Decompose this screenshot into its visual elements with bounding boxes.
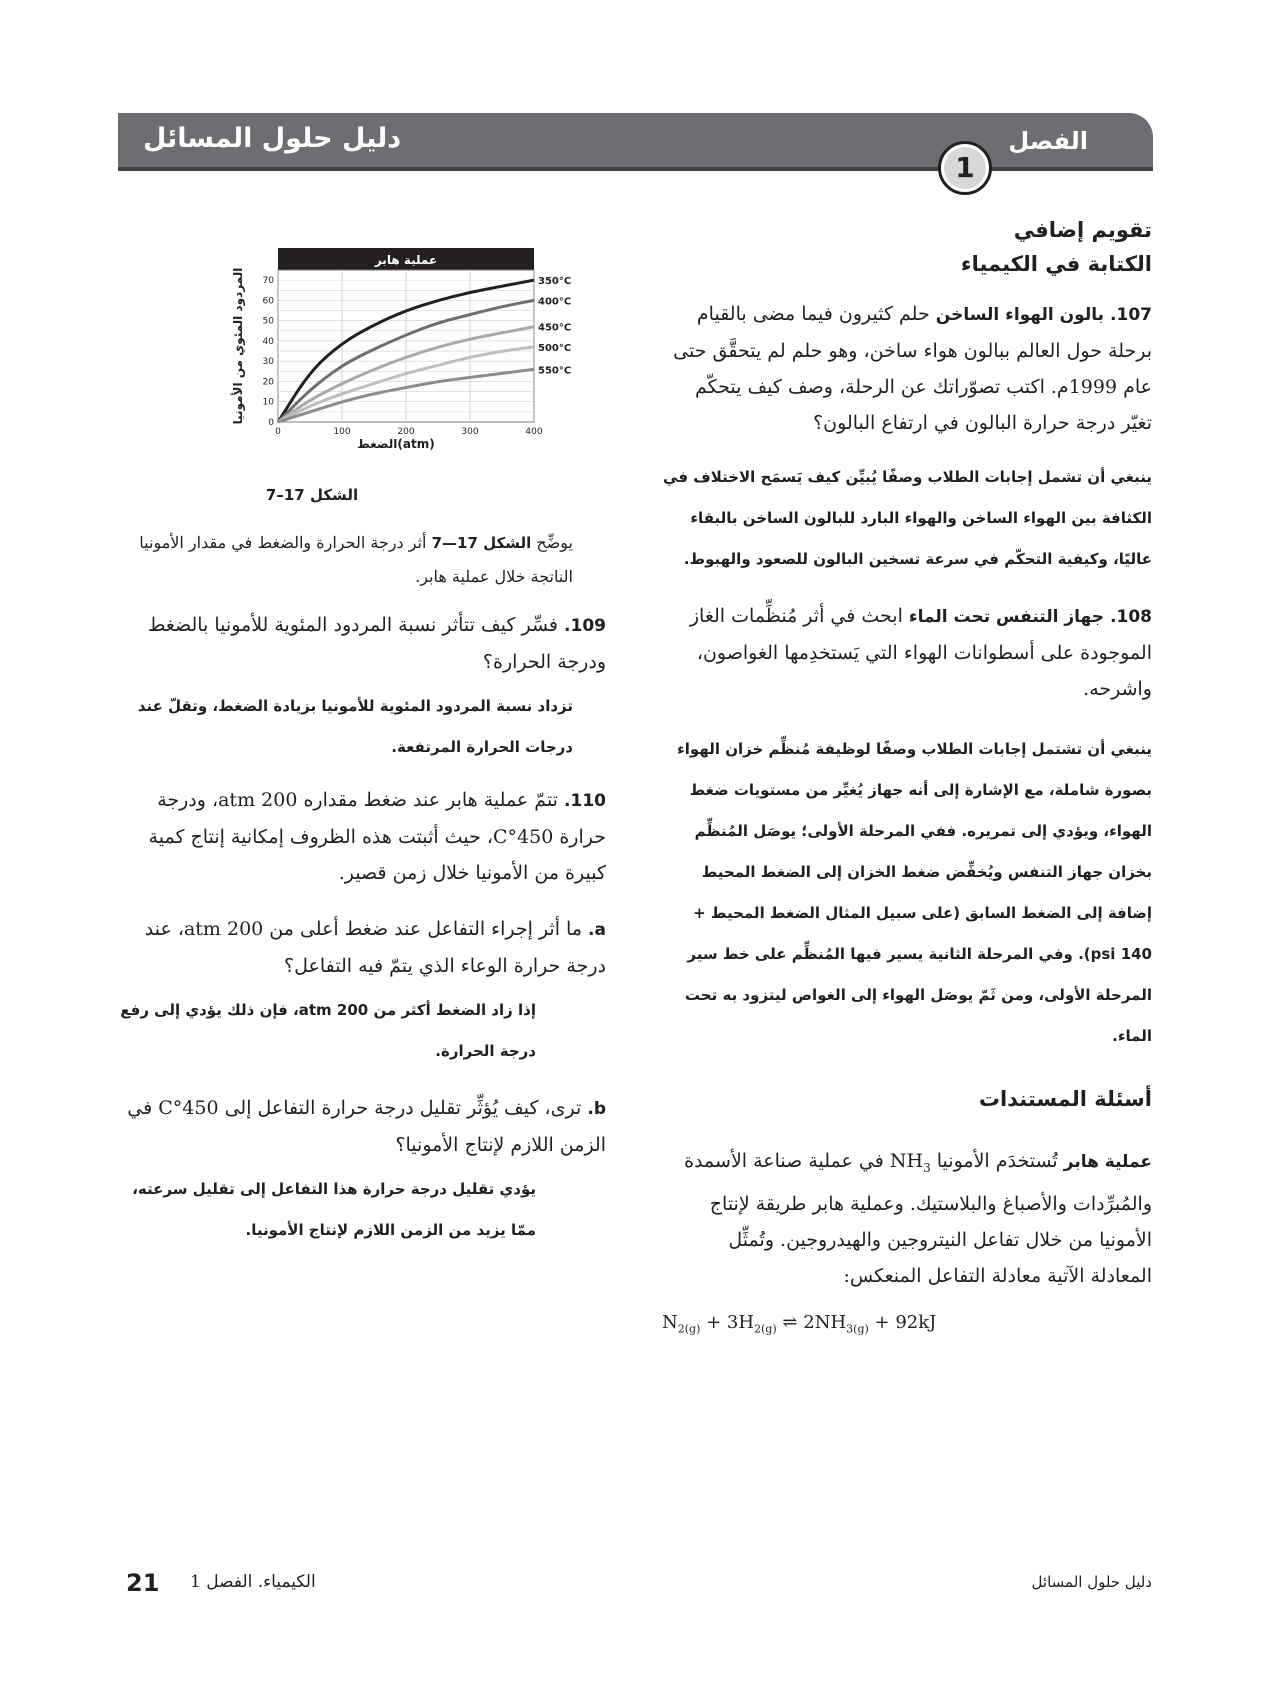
section-heading-writing: الكتابة في الكيمياء — [960, 252, 1152, 276]
question-text: حلم كثيرون فيما مضى بالقيام برحلة حول العالم ببالون هواء ساخن، وهو حلم لم يتحقَّق حتى عام 1999م. اكتب تصوّراتك عن الرحلة، وصف كيف يتحكّم تغيّر درجة حرارة البالون في ارتفاع البالون؟ — [673, 303, 1152, 434]
question-number: 108. — [1110, 607, 1152, 627]
question-text: ابحث في أثر مُنظِّمات الغاز الموجودة على أسطوانات الهواء التي يَستخدِمها الغواصون، واشرحه. — [689, 605, 1152, 700]
y-tick-label: 70 — [262, 276, 274, 287]
y-tick-label: 60 — [262, 296, 274, 307]
y-tick-label: 50 — [262, 316, 274, 327]
section-heading-documents: أسئلة المستندات — [978, 1087, 1152, 1111]
page-number: 21 — [126, 1569, 160, 1597]
question-lead: جهاز التنفس تحت الماء — [908, 607, 1104, 627]
question-letter: b. — [587, 1099, 606, 1119]
question-number: 107. — [1110, 305, 1152, 325]
haber-chart — [178, 232, 578, 462]
equilibrium-arrow: ⇌ — [782, 1311, 798, 1333]
y-tick-label: 30 — [262, 357, 274, 368]
series-label: 450°C — [538, 322, 572, 334]
question-107 — [662, 296, 1152, 441]
question-text: فسِّر كيف تتأثر نسبة المردود المئوية للأمونيا بالضغط ودرجة الحرارة؟ — [147, 614, 606, 673]
left-column — [118, 232, 606, 1251]
chapter-number-badge: 1 — [938, 141, 992, 195]
question-number: 110. — [564, 791, 606, 811]
question-text: ترى، كيف يُؤثِّر تقليل درجة حرارة التفاعل إلى 450°C في الزمن اللازم لإنتاج الأمونيا؟ — [127, 1097, 606, 1156]
answer-108: ينبغي أن تشتمل إجابات الطلاب وصفًا لوظيفة مُنظِّم خزان الهواء بصورة شاملة، مع الإشارة إلى أنه جهاز يُغيِّر من مستويات ضغط الهواء، ويؤدي إلى تمريره. ففي المرحلة الأولى؛ يوصَل المُنظِّم بخزان جهاز التنفس ويُخفِّض ضغط الخزان إلى الضغط المحيط إضافة إلى الضغط السابق (على سبيل المثال الضغط المحيط + 140 psi). وفي المرحلة الثانية يسير فيها المُنظِّم على خط سير المرحلة الأولى، ومن ثَمّ يوصَل الهواء إلى الغواص ليتزود به تحت الماء. — [677, 740, 1152, 1045]
question-number: 109. — [564, 616, 606, 636]
series-label: 500°C — [538, 343, 572, 355]
document-lead: عملية هابر — [1063, 1152, 1152, 1172]
answer-109: تزداد نسبة المردود المئوية للأمونيا بزيادة الضغط، وتقلّ عند درجات الحرارة المرتفعة. — [137, 697, 573, 756]
y-tick-label: 0 — [268, 418, 274, 428]
chart-svg — [178, 232, 578, 462]
question-lead: بالون الهواء الساخن — [935, 305, 1104, 325]
document-intro — [662, 1143, 1152, 1294]
page-header — [118, 113, 1153, 184]
y-tick-label: 20 — [262, 377, 274, 388]
series-label: 550°C — [538, 365, 572, 377]
nh3-formula: $NH_3$ — [889, 1150, 931, 1175]
figure-caption: الشكل 17–7 — [265, 486, 359, 504]
footer-guide-title: دليل حلول المسائل — [1031, 1573, 1152, 1591]
series-label: 400°C — [538, 296, 572, 308]
footer-chapter: الكيمياء. الفصل 1 — [190, 1572, 316, 1592]
question-110 — [118, 782, 606, 891]
x-tick-label: 400 — [525, 427, 543, 437]
equation: $N_{2(g)} + 3H_{2(g)}$ ⇌ $2NH_{3(g)} + 92kJ$ — [662, 1311, 937, 1336]
x-tick-label: 200 — [397, 427, 415, 437]
y-tick-label: 40 — [262, 336, 274, 347]
y-tick-label: 10 — [262, 397, 274, 408]
question-109 — [118, 607, 606, 680]
right-column — [662, 218, 1152, 1335]
answer-110a: إذا زاد الضغط أكثر من 200 atm، فإن ذلك يؤدي إلى رفع درجة الحرارة. — [120, 1001, 536, 1060]
answer-107: ينبغي أن تشمل إجابات الطلاب وصفًا يُبيِّن كيف يَسمَح الاختلاف في الكثافة بين الهواء الساخن والهواء البارد للبالون الساخن بالبقاء عاليًا، وكيفية التحكّم في سرعة تسخين البالون للصعود والهبوط. — [663, 468, 1152, 568]
chapter-label: الفصل — [1008, 127, 1088, 155]
header-rule — [118, 167, 1153, 171]
question-letter: a. — [588, 920, 606, 940]
x-tick-label: 0 — [275, 427, 281, 437]
document-text-after: في عملية صناعة الأسمدة والمُبرِّدات والأصباغ والبلاستيك. وعملية هابر طريقة لإنتاج الأمونيا من خلال تفاعل النيتروجين والهيدروجين. وتُمثِّل المعادلة الآتية معادلة التفاعل المنعكس: — [684, 1150, 1152, 1287]
guide-title: دليل حلول المسائل — [143, 123, 402, 154]
question-110b — [118, 1090, 606, 1163]
chart-title: عملية هابر — [374, 253, 438, 267]
x-axis-label: الضغط(atm) — [357, 437, 435, 451]
question-110a — [118, 911, 606, 984]
answer-110b: يؤدي تقليل درجة حرارة هذا التفاعل إلى تقليل سرعته، ممّا يزيد من الزمن اللازم لإنتاج الأمونيا. — [132, 1180, 536, 1239]
question-text: ما أثر إجراء التفاعل عند ضغط أعلى من 200 atm، عند درجة حرارة الوعاء الذي يتمّ فيه التفاعل؟ — [144, 918, 606, 977]
series-label: 350°C — [538, 276, 572, 288]
section-heading-extra: تقويم إضافي — [1013, 218, 1152, 242]
question-text: تتمّ عملية هابر عند ضغط مقداره 200 atm، ودرجة حرارة 450°C، حيث أثبتت هذه الظروف إمكانية إنتاج كمية كبيرة من الأمونيا خلال زمن قصير. — [148, 789, 606, 884]
x-tick-label: 300 — [461, 427, 479, 437]
question-108 — [662, 598, 1152, 707]
figure-description: يوضِّح الشكل 17—7 أثر درجة الحرارة والضغط في مقدار الأمونيا الناتجة خلال عملية هابر. — [139, 533, 573, 586]
document-text-before: تُستخدَم الأمونيا — [936, 1150, 1058, 1172]
y-axis-label: المردود المئوي من الأمونيا — [231, 267, 245, 425]
x-tick-label: 100 — [333, 427, 351, 437]
